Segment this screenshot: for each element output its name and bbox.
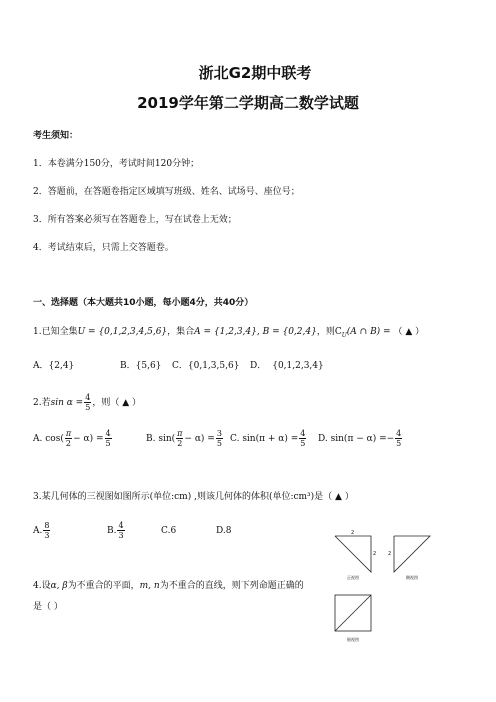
q1-set-ab: A = {1,2,3,4}, B = {0,2,4}	[194, 327, 317, 337]
q1-mid2: ，则	[316, 327, 335, 337]
q1-option-b: B．{5,6}	[120, 361, 162, 371]
notice-heading: 考生须知：	[33, 131, 79, 141]
notice-item-2: 2．答题前，在答题卷指定区域填写班级、姓名、试场号、座位号；	[33, 187, 300, 197]
top-view-diagonal	[335, 595, 371, 631]
q1-option-a: A．{2,4}	[33, 361, 75, 371]
section-heading: 一、选择题（本大题共10小题，每小题4分，共40分）	[33, 298, 254, 308]
front-view-label: 正视图	[347, 575, 359, 580]
q1-option-d: D． {0,1,2,3,4}	[250, 361, 324, 371]
q1-mid1: ，集合	[167, 327, 195, 337]
dim-top: 2	[351, 530, 355, 536]
front-view-triangle	[335, 536, 371, 572]
dim-left: 2	[373, 551, 377, 557]
side-view-triangle	[394, 536, 430, 572]
q1-set-u: U = {0,1,2,3,4,5,6}	[77, 327, 168, 337]
question-1	[33, 326, 424, 342]
q1-answer-mark: （ ▲ ）	[393, 327, 425, 337]
notice-item-4: 4．考试结束后，只需上交答题卷。	[33, 243, 174, 253]
q3-option-b: B. $\frac{4}{3}$	[107, 521, 124, 540]
q2-option-b: B. sin( $\frac{\pi}{2}$ − α) = $\frac{3}{5}$	[146, 429, 222, 448]
q3-option-c: C.6	[161, 526, 177, 536]
exam-paper-title: 2019学年第二学期高二数学试题	[137, 94, 359, 112]
q3-option-d: D.8	[216, 526, 232, 536]
question-4: 4.设α, β为不重合的平面，m, n为不重合的直线，则下列命题正确的	[33, 581, 304, 591]
three-view-drawing	[326, 527, 446, 667]
top-view-label: 俯视图	[347, 637, 359, 642]
q2-option-c: C. sin(π + α) = $\frac{4}{5}$	[230, 429, 306, 448]
three-view-figure	[326, 527, 446, 667]
exam-series-title: 浙北G2期中联考	[198, 64, 312, 82]
q1-complement: C	[334, 327, 342, 337]
notice-item-3: 3．所有答案必须写在答题卷上，写在试卷上无效；	[33, 215, 237, 225]
question-4-line2: 是（ ）	[33, 602, 63, 612]
q1-option-c: C．{0,1,3,5,6}	[172, 361, 240, 371]
question-2: 2.若sin α = $\frac{4}{5}$ ，则（ ▲ ）	[33, 393, 141, 412]
question-3: 3.某几何体的三视图如图所示(单位:cm) ,则该几何体的体积(单位:cm³)是（ ▲ ）	[33, 492, 354, 502]
q3-option-a: A. $\frac{8}{3}$	[33, 521, 50, 540]
q2-option-d: D. sin(π − α) =− $\frac{4}{5}$	[318, 429, 402, 448]
side-view-label: 侧视图	[406, 575, 418, 580]
dim-right: 2	[388, 551, 392, 557]
q1-complement-sub: U	[341, 331, 347, 339]
q2-fraction: $\frac{4}{5}$	[85, 393, 91, 412]
q2-expr: sin α =	[50, 398, 84, 408]
q2-option-a: A. cos( $\frac{\pi}{2}$ − α) = $\frac{4}{5}$	[33, 429, 111, 448]
notice-item-1: 1．本卷满分150分，考试时间120分钟；	[33, 159, 200, 169]
q1-prefix: 1.已知全集	[33, 327, 78, 337]
q1-expr: (A ∩ B) =	[346, 327, 391, 337]
